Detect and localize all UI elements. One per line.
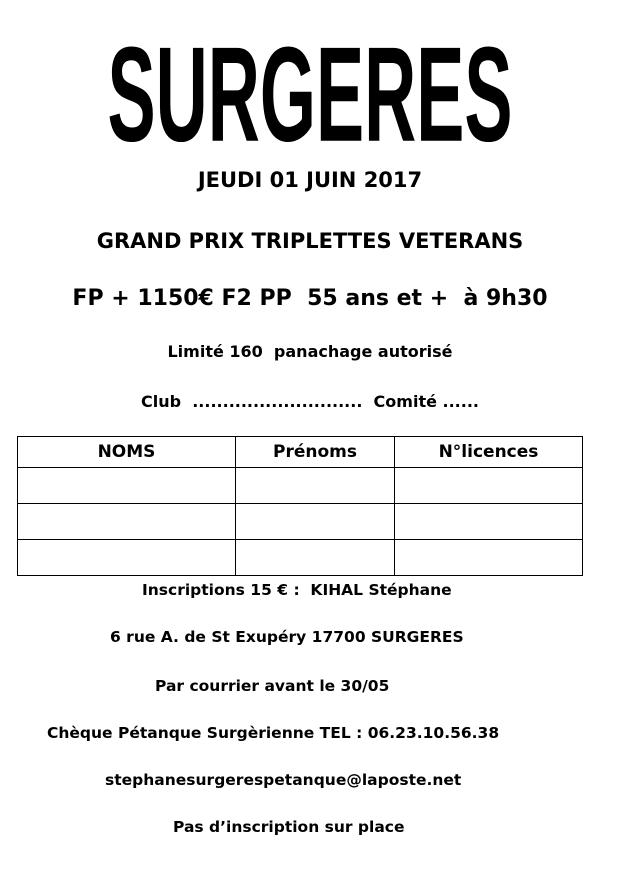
no-onsite-registration: Pas d’inscription sur place bbox=[173, 818, 405, 836]
inscription-fee: Inscriptions 15 € : KIHAL Stéphane bbox=[142, 581, 452, 599]
page-title: SURGERES bbox=[107, 19, 513, 150]
postal-address: 6 rue A. de St Exupéry 17700 SURGERES bbox=[110, 628, 464, 646]
mail-deadline: Par courrier avant le 30/05 bbox=[155, 677, 390, 695]
column-header-prenoms: Prénoms bbox=[236, 437, 395, 468]
event-name: GRAND PRIX TRIPLETTES VETERANS bbox=[96, 229, 524, 253]
table-cell[interactable] bbox=[395, 468, 583, 504]
email-address[interactable]: stephanesurgerespetanque@laposte.net bbox=[105, 771, 462, 789]
title-banner bbox=[0, 0, 620, 150]
table-cell[interactable] bbox=[236, 468, 395, 504]
table-cell[interactable] bbox=[236, 540, 395, 576]
column-header-licences: N°licences bbox=[395, 437, 583, 468]
table-row bbox=[18, 504, 583, 540]
column-header-noms: NOMS bbox=[18, 437, 236, 468]
table-cell[interactable] bbox=[236, 504, 395, 540]
table-cell[interactable] bbox=[18, 540, 236, 576]
table-cell[interactable] bbox=[18, 504, 236, 540]
table-cell[interactable] bbox=[18, 468, 236, 504]
table-header-row bbox=[18, 437, 583, 468]
table-cell[interactable] bbox=[395, 504, 583, 540]
cheque-phone: Chèque Pétanque Surgèrienne TEL : 06.23.10.56.38 bbox=[47, 724, 500, 742]
club-line: Club ............................ Comité ...... bbox=[141, 392, 479, 411]
registration-table bbox=[17, 436, 583, 576]
prize-line: FP + 1150€ F2 PP 55 ans et + à 9h30 bbox=[72, 286, 548, 311]
table-cell[interactable] bbox=[395, 540, 583, 576]
table-row bbox=[18, 468, 583, 504]
limit-line: Limité 160 panachage autorisé bbox=[167, 342, 453, 361]
event-date: JEUDI 01 JUIN 2017 bbox=[197, 168, 423, 192]
table-row bbox=[18, 540, 583, 576]
